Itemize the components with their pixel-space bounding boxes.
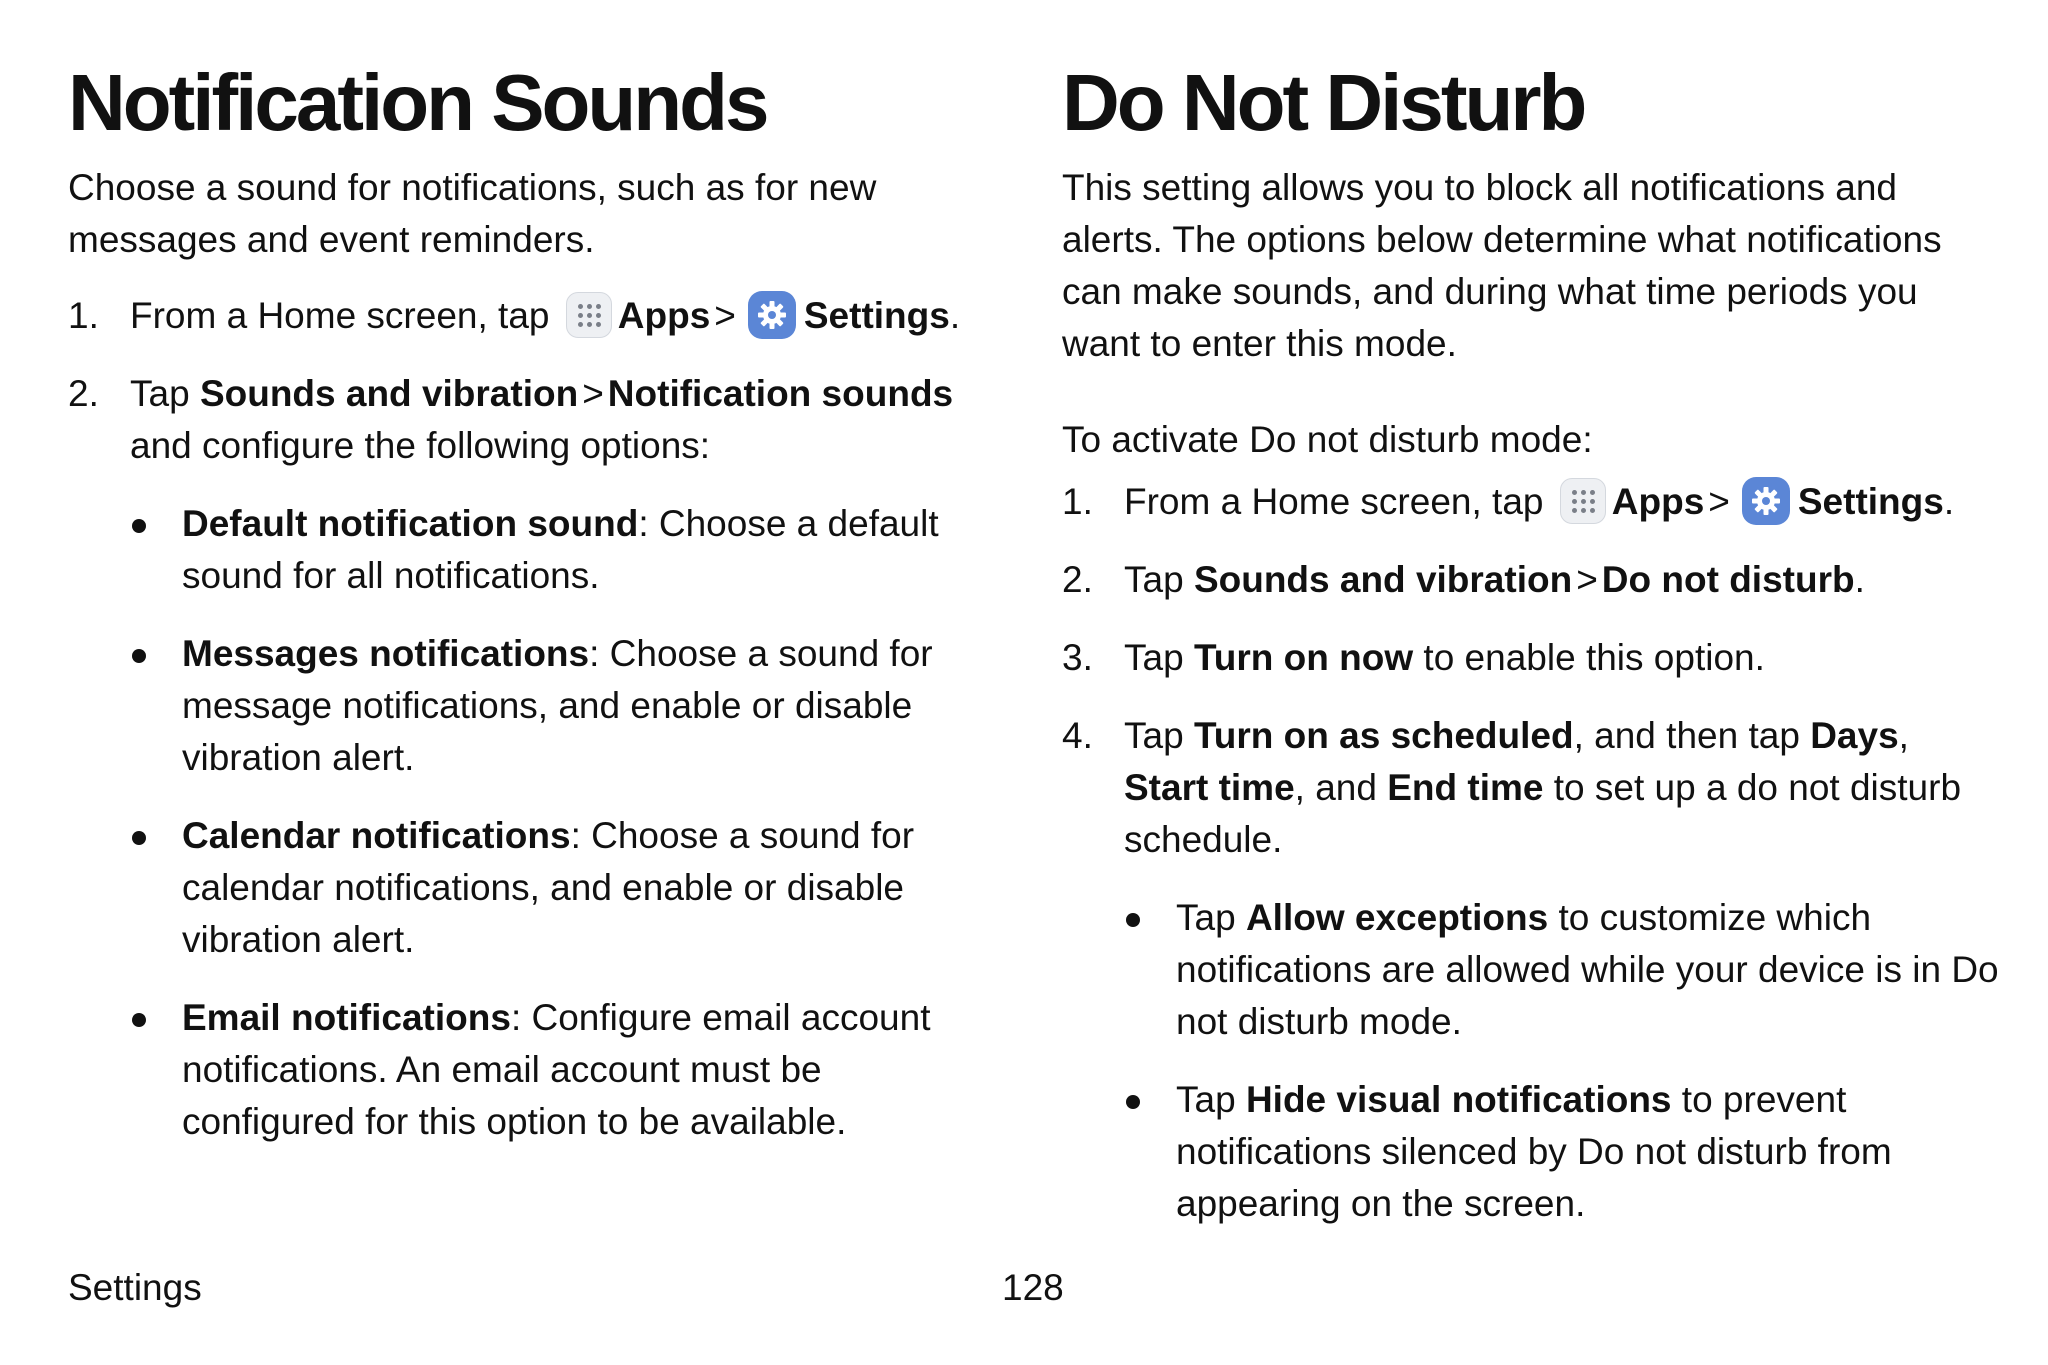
step-4	[1062, 710, 2002, 1230]
bullet-icon	[132, 831, 146, 845]
apps-icon	[1560, 478, 1606, 524]
punctuation: .	[1854, 559, 1865, 600]
bullet-icon	[132, 1013, 146, 1027]
step-text: Tap	[1124, 637, 1184, 678]
option-name: Messages notifications	[182, 633, 590, 674]
step-number: 2.	[1062, 559, 1093, 600]
step-text: and configure the following options:	[130, 425, 711, 466]
option-name: Default notification sound	[182, 503, 639, 544]
step-2	[68, 368, 968, 1148]
option-description: to customize which notifications are allowed while your device is in Do not disturb mode.	[1176, 897, 1999, 1042]
do-not-disturb-steps	[1062, 476, 2002, 1230]
bullet-text: Tap	[1176, 897, 1236, 938]
punctuation: .	[1943, 481, 1955, 522]
punctuation: ,	[1898, 715, 1909, 756]
do-not-disturb-label: Do not disturb	[1601, 559, 1855, 600]
notification-sounds-label: Notification sounds	[607, 373, 954, 414]
right-column	[1062, 58, 2002, 1256]
option-description: : Choose a default sound for all notifications.	[182, 503, 939, 596]
option-description: : Choose a sound for calendar notifications, and enable or disable vibration alert.	[182, 815, 915, 960]
step-text: , and	[1294, 767, 1377, 808]
schedule-options-list	[1124, 892, 2002, 1230]
bullet-icon	[132, 519, 146, 533]
step-text: to enable this option.	[1423, 637, 1765, 678]
start-time-label: Start time	[1124, 767, 1295, 808]
step-1	[68, 290, 968, 342]
apps-icon	[566, 292, 612, 338]
list-item	[1124, 892, 2002, 1048]
step-text: to set up a do not disturb schedule.	[1124, 767, 1962, 860]
left-column	[68, 58, 968, 1174]
settings-label: Settings	[1797, 481, 1944, 522]
option-name: Hide visual notifications	[1245, 1079, 1672, 1120]
bullet-icon	[132, 649, 146, 663]
step-1	[1062, 476, 2002, 528]
option-name: Allow exceptions	[1245, 897, 1549, 938]
step-number: 1.	[1062, 481, 1093, 522]
punctuation: .	[949, 295, 961, 336]
step-3	[1062, 632, 2002, 684]
footer-section-name: Settings	[68, 1267, 202, 1308]
chevron-right-icon: >	[714, 295, 736, 336]
step-text: From a Home screen, tap	[130, 295, 550, 336]
list-item	[1124, 1074, 2002, 1230]
step-number: 2.	[68, 373, 99, 414]
end-time-label: End time	[1387, 767, 1544, 808]
days-label: Days	[1810, 715, 1899, 756]
chevron-right-icon: >	[1708, 481, 1730, 522]
activate-instruction: To activate Do not disturb mode:	[1062, 419, 1593, 460]
option-name: Email notifications	[182, 997, 511, 1038]
do-not-disturb-intro: This setting allows you to block all notifications and alerts. The options below determine what notifications can make sounds, and during what time periods you want to enter this mode.	[1062, 167, 1942, 364]
option-description: : Configure email account notifications. An email account must be configured for this option to be available.	[182, 997, 931, 1142]
notification-sounds-steps	[68, 290, 968, 1148]
sounds-and-vibration-label: Sounds and vibration	[199, 373, 579, 414]
chevron-right-icon: >	[582, 373, 604, 414]
page-number: 128	[1002, 1267, 1064, 1308]
step-text: , and then tap	[1573, 715, 1800, 756]
step-2	[1062, 554, 2002, 606]
option-description: : Choose a sound for message notifications, and enable or disable vibration alert.	[182, 633, 933, 778]
sounds-and-vibration-label: Sounds and vibration	[1193, 559, 1573, 600]
notification-sounds-intro: Choose a sound for notifications, such as for new messages and event reminders.	[68, 167, 877, 260]
page-title-do-not-disturb: Do Not Disturb	[1062, 58, 1585, 147]
settings-icon	[1742, 477, 1790, 525]
step-text: Tap	[1124, 715, 1184, 756]
bullet-text: Tap	[1176, 1079, 1236, 1120]
notification-options-list	[130, 498, 968, 1148]
turn-on-as-scheduled-label: Turn on as scheduled	[1193, 715, 1574, 756]
settings-icon	[748, 291, 796, 339]
list-item	[130, 628, 968, 784]
option-name: Calendar notifications	[182, 815, 571, 856]
step-text: Tap	[1124, 559, 1184, 600]
chevron-right-icon: >	[1576, 559, 1598, 600]
apps-label: Apps	[1611, 481, 1705, 522]
list-item	[130, 498, 968, 602]
turn-on-now-label: Turn on now	[1193, 637, 1414, 678]
step-number: 3.	[1062, 637, 1093, 678]
step-number: 4.	[1062, 715, 1093, 756]
bullet-icon	[1126, 913, 1140, 927]
step-text: From a Home screen, tap	[1124, 481, 1544, 522]
page-title-notification-sounds: Notification Sounds	[68, 58, 767, 147]
option-description: to prevent notifications silenced by Do not disturb from appearing on the screen.	[1176, 1079, 1892, 1224]
apps-label: Apps	[617, 295, 711, 336]
step-number: 1.	[68, 295, 99, 336]
list-item	[130, 810, 968, 966]
bullet-icon	[1126, 1095, 1140, 1109]
step-text: Tap	[130, 373, 190, 414]
list-item	[130, 992, 968, 1148]
settings-label: Settings	[803, 295, 950, 336]
